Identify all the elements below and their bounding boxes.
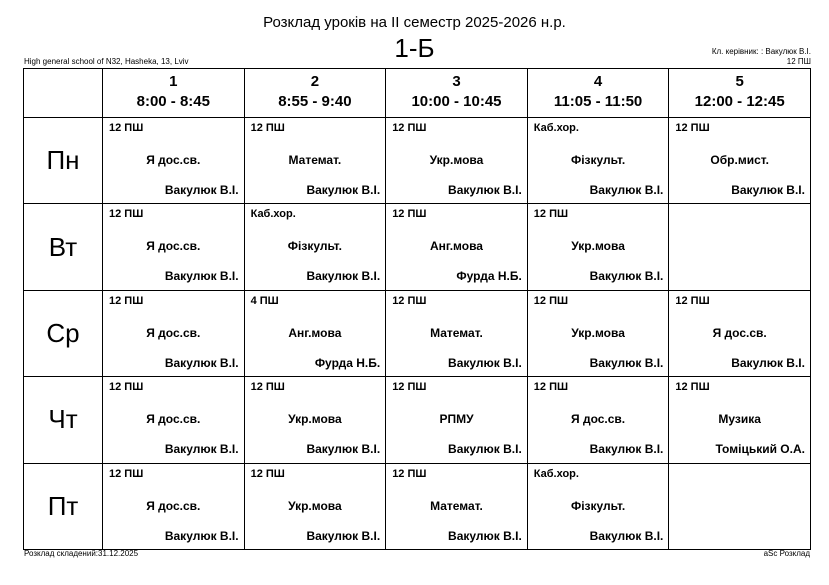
lesson-room: 12 ПШ <box>392 467 427 480</box>
lesson-subject: Укр.мова <box>288 412 342 427</box>
lesson-subject: Фізкульт. <box>570 498 626 513</box>
lesson-cell-empty <box>669 463 811 549</box>
period-time: 11:05 - 11:50 <box>553 93 643 110</box>
lesson-subject: Музика <box>718 412 761 427</box>
lesson-teacher: Вакулюк В.І. <box>306 183 381 197</box>
lesson-cell <box>244 290 386 376</box>
lesson-subject: Укр.мова <box>571 325 625 340</box>
lesson-subject: Я дос.св. <box>146 498 201 513</box>
period-number: 4 <box>593 73 603 90</box>
lesson-teacher: Вакулюк В.І. <box>306 269 381 284</box>
day-row <box>24 377 811 463</box>
lesson-subject: Фізкульт. <box>287 239 342 254</box>
lesson-room: 12 ПШ <box>109 122 144 134</box>
day-label: Ср <box>24 290 103 376</box>
lesson-room: 12 ПШ <box>109 381 144 394</box>
period-header <box>103 69 245 118</box>
lesson-teacher: Вакулюк В.І. <box>306 442 381 457</box>
lesson-room: 12 ПШ <box>392 381 427 394</box>
lesson-teacher: Вакулюк В.І. <box>589 528 664 543</box>
period-number: 5 <box>735 73 744 90</box>
lesson-cell <box>244 204 386 290</box>
lesson-teacher: Вакулюк В.І. <box>306 528 381 543</box>
class-teacher-label: Кл. керівник: : Вакулюк В.І. <box>711 47 811 56</box>
lesson-cell <box>527 118 669 204</box>
lesson-cell <box>386 290 528 376</box>
lesson-room: 12 ПШ <box>533 294 569 307</box>
lesson-room: 12 ПШ <box>533 208 569 221</box>
lesson-cell <box>103 463 245 549</box>
lesson-subject: Обр.мист. <box>710 153 769 167</box>
lesson-teacher: Вакулюк В.І. <box>731 183 805 197</box>
created-date: Розклад складений:31.12.2025 <box>24 549 139 558</box>
lesson-room: 12 ПШ <box>250 122 285 134</box>
lesson-room: Каб.хор. <box>533 467 579 480</box>
lesson-teacher: Вакулюк В.І. <box>448 528 522 543</box>
lesson-room: 12 ПШ <box>675 122 710 134</box>
lesson-cell <box>103 290 245 376</box>
lesson-cell <box>244 118 386 204</box>
lesson-teacher: Вакулюк В.І. <box>164 528 239 543</box>
lesson-cell <box>386 118 528 204</box>
lesson-room: 4 ПШ <box>250 294 279 307</box>
period-number: 2 <box>310 73 320 90</box>
lesson-subject: Математ. <box>288 153 342 167</box>
day-row <box>24 204 811 290</box>
lesson-subject: Я дос.св. <box>571 412 626 427</box>
lesson-cell <box>527 204 669 290</box>
lesson-room: 12 ПШ <box>533 381 569 394</box>
lesson-subject: Я дос.св. <box>712 325 767 340</box>
lesson-subject: Я дос.св. <box>146 412 201 427</box>
class-teacher-info <box>712 47 811 67</box>
day-label: Вт <box>24 204 103 290</box>
day-row <box>24 118 811 204</box>
period-header <box>386 69 528 118</box>
lesson-cell <box>527 377 669 463</box>
lesson-teacher: Вакулюк В.І. <box>731 355 805 370</box>
lesson-cell <box>669 377 811 463</box>
lesson-subject: Я дос.св. <box>146 325 201 340</box>
lesson-subject: Анг.мова <box>429 239 483 254</box>
lesson-cell <box>669 118 811 204</box>
lesson-teacher: Томіцький О.А. <box>715 442 805 457</box>
lesson-room: 12 ПШ <box>392 208 427 221</box>
period-time: 8:00 - 8:45 <box>136 93 210 110</box>
day-label: Пт <box>24 463 103 549</box>
lesson-room: 12 ПШ <box>109 294 144 307</box>
lesson-cell <box>244 463 386 549</box>
lesson-subject: Я дос.св. <box>146 153 201 167</box>
lesson-cell <box>103 118 245 204</box>
day-row <box>24 463 811 549</box>
lesson-cell <box>527 290 669 376</box>
lesson-teacher: Фурда Н.Б. <box>456 269 522 284</box>
lesson-room: 12 ПШ <box>109 208 144 221</box>
school-address: High general school of N32, Hasheka, 13, Lviv <box>24 57 189 66</box>
lesson-subject: Фізкульт. <box>570 153 626 167</box>
lesson-room: Каб.хор. <box>250 208 296 221</box>
lesson-teacher: Вакулюк В.І. <box>589 355 664 370</box>
lesson-cell <box>103 204 245 290</box>
day-row <box>24 290 811 376</box>
lesson-subject: РПМУ <box>439 412 474 427</box>
period-number: 3 <box>452 73 461 90</box>
lesson-room: 12 ПШ <box>250 467 285 480</box>
period-header-row <box>24 69 811 118</box>
lesson-cell <box>244 377 386 463</box>
lesson-teacher: Вакулюк В.І. <box>589 269 664 284</box>
lesson-room: 12 ПШ <box>250 381 285 394</box>
lesson-teacher: Вакулюк В.І. <box>164 269 239 284</box>
lesson-cell <box>386 204 528 290</box>
lesson-room: 12 ПШ <box>392 122 427 134</box>
lesson-subject: Укр.мова <box>571 239 625 254</box>
lesson-room: 12 ПШ <box>675 381 710 394</box>
lesson-teacher: Вакулюк В.І. <box>448 183 522 197</box>
lesson-teacher: Фурда Н.Б. <box>314 355 381 370</box>
lesson-cell <box>103 377 245 463</box>
lesson-cell <box>669 290 811 376</box>
lesson-teacher: Вакулюк В.І. <box>589 442 664 457</box>
class-name: 1-Б <box>394 33 435 63</box>
period-header <box>527 69 669 118</box>
lesson-subject: Укр.мова <box>288 498 342 513</box>
lesson-teacher: Вакулюк В.І. <box>448 355 522 370</box>
day-label: Чт <box>24 377 103 463</box>
timetable-grid <box>23 68 811 550</box>
lesson-subject: Я дос.св. <box>146 239 201 254</box>
lesson-subject: Укр.мова <box>429 153 484 167</box>
period-header <box>244 69 386 118</box>
lesson-cell <box>386 463 528 549</box>
lesson-subject: Математ. <box>430 498 483 513</box>
corner-cell <box>24 69 103 118</box>
lesson-teacher: Вакулюк В.І. <box>164 183 239 197</box>
lesson-teacher: Вакулюк В.І. <box>589 183 664 197</box>
lesson-room: 12 ПШ <box>392 294 427 307</box>
day-label: Пн <box>24 118 103 204</box>
class-teacher-room: 12 ПШ <box>786 57 811 66</box>
lesson-room: 12 ПШ <box>675 294 710 307</box>
lesson-subject: Анг.мова <box>288 325 342 340</box>
lesson-teacher: Вакулюк В.І. <box>164 442 239 457</box>
lesson-teacher: Вакулюк В.І. <box>164 355 239 370</box>
lesson-cell <box>386 377 528 463</box>
period-time: 8:55 - 9:40 <box>278 93 352 110</box>
lesson-room: Каб.хор. <box>533 122 579 134</box>
app-brand: aSc Розклад <box>763 549 810 558</box>
lesson-room: 12 ПШ <box>109 467 144 480</box>
lesson-subject: Математ. <box>430 325 483 340</box>
lesson-cell <box>527 463 669 549</box>
lesson-cell-empty <box>669 204 811 290</box>
schedule-title: Розклад уроків на ІІ семестр 2025-2026 н.р. <box>263 14 566 31</box>
lesson-teacher: Вакулюк В.І. <box>448 442 522 457</box>
period-time: 12:00 - 12:45 <box>694 93 785 110</box>
period-number: 1 <box>169 73 178 90</box>
period-header <box>669 69 811 118</box>
period-time: 10:00 - 10:45 <box>411 93 502 110</box>
